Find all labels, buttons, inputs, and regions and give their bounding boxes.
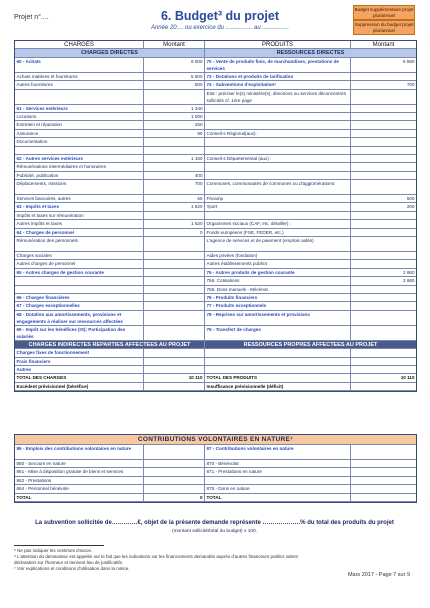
charge-label: Frais financiers: [15, 358, 144, 365]
produit-label: [205, 163, 351, 170]
charge-label: Autres fournitures: [15, 81, 144, 88]
amount-cell[interactable]: [351, 358, 416, 365]
charge-label: Charges fixes de fonctionnement: [15, 349, 144, 356]
produit-label: Organismes sociaux (CAF, etc. détailler) :: [205, 220, 351, 227]
charge-label: [15, 147, 144, 154]
charge-label: Autres impôts et taxes: [15, 220, 144, 227]
total-rows: [15, 374, 416, 391]
amount-cell[interactable]: 5 500: [144, 73, 205, 80]
amount-cell[interactable]: [351, 494, 416, 501]
charge-label: 67 - Charges exceptionnelles: [15, 302, 144, 309]
produit-label: Communes, communautés de communes ou d'agglomérations:: [205, 180, 351, 194]
charge-label: 61 - Services extérieurs: [15, 105, 144, 112]
amount-cell[interactable]: [351, 237, 416, 251]
charge-label: 862 - Prestations: [15, 477, 144, 484]
amount-cell[interactable]: 400: [144, 172, 205, 179]
produit-label: [205, 366, 351, 373]
project-number: Projet n°....: [14, 14, 49, 21]
amount-cell[interactable]: [144, 252, 205, 259]
produit-label: Etat : préciser le(s) ministère(s), directions ou services déconcentrés sollicités cf. 1ère page: [205, 90, 351, 104]
amount-cell[interactable]: [144, 349, 205, 356]
table-row: [15, 477, 416, 485]
amount-cell[interactable]: [351, 138, 416, 145]
band-charges-indirectes: CHARGES INDIRECTES REPARTIES AFFECTEES AU PROJET: [15, 341, 205, 348]
table-row: [15, 237, 416, 252]
amount-cell[interactable]: [144, 302, 205, 309]
charge-label: Publicité, publication: [15, 172, 144, 179]
table-row: [15, 460, 416, 468]
charge-label: 64 - Charges de personnel: [15, 229, 144, 236]
table-row: [15, 286, 416, 294]
amount-cell[interactable]: [351, 163, 416, 170]
charge-label: [15, 286, 144, 293]
table-row: [15, 212, 416, 220]
amount-cell[interactable]: [144, 237, 205, 251]
amount-cell[interactable]: [351, 326, 416, 340]
amount-cell[interactable]: [144, 485, 205, 492]
amount-cell[interactable]: [144, 445, 205, 459]
produit-label: 73 - Dotations et produits de tarification: [205, 73, 351, 80]
amount-cell[interactable]: [144, 90, 205, 104]
produit-label: 70 - Vente de produits finis, de marchandises, prestations de services: [205, 58, 351, 72]
produit-label: 871 - Prestations en nature: [205, 468, 351, 475]
amount-cell[interactable]: [351, 147, 416, 154]
produit-label: Insuffisance prévisionnelle (déficit): [205, 383, 351, 390]
amount-cell[interactable]: [144, 163, 205, 170]
band-row-contributions: [15, 435, 416, 445]
amount-cell[interactable]: 6 550: [403, 58, 415, 64]
produit-label: [205, 121, 351, 128]
produit-label: Fonds européens (FSE, FEDER, etc.): [205, 229, 351, 236]
charge-label: 68 - Dotation aux amortissements, provisions et engagements à réaliser sur ressources affectées: [15, 311, 144, 325]
amount-cell[interactable]: 1 000: [144, 113, 205, 120]
amount-cell[interactable]: 200: [406, 204, 415, 210]
amount-cell[interactable]: [351, 468, 416, 475]
produit-label: 74 - Subventions d'exploitation⁵: [205, 81, 351, 88]
charge-label: Documentation: [15, 138, 144, 145]
amount-cell[interactable]: [144, 326, 205, 340]
amount-cell[interactable]: [351, 73, 416, 80]
amount-cell[interactable]: [144, 269, 205, 276]
amount-cell[interactable]: [351, 366, 416, 373]
produit-label: L'agence de services et de paiement (emplois aidés): [205, 237, 351, 251]
produit-label: TOTAL: [205, 494, 351, 501]
amount-cell[interactable]: 1 620: [144, 203, 205, 210]
produit-label: TOTAL DES PRODUITS: [205, 374, 351, 381]
table-row: [15, 349, 416, 357]
table-row: [15, 81, 416, 89]
amount-cell[interactable]: 90: [144, 130, 205, 137]
amount-cell[interactable]: 2 860: [403, 278, 415, 284]
table-row: [15, 138, 416, 146]
table-row: [15, 180, 416, 195]
charge-label: 60 - Achats: [15, 58, 144, 72]
amount-cell[interactable]: [351, 383, 416, 390]
produit-label: [205, 138, 351, 145]
table-row: [15, 358, 416, 366]
charge-label: Rémunération des personnels: [15, 237, 144, 251]
band-ressources-propres: RESSOURCES PROPRES AFFECTEES AU PROJET: [205, 341, 416, 348]
amount-cell[interactable]: 700: [144, 180, 205, 194]
amount-cell[interactable]: [351, 220, 416, 227]
amount-cell[interactable]: [144, 477, 205, 484]
col-header-montant-produits: Montant: [351, 41, 416, 48]
amount-cell[interactable]: [351, 252, 416, 259]
charge-label: 69 - Impôt sur les bénéfices (IS); Participation des salariés: [15, 326, 144, 340]
footnote: ⁶ L'attention du demandeur est appelée sur le fait que les indications sur les financements demandés auprès d'autres financeurs publics valent déclaration sur l'honneur et tiennent lieu de justificatifs.: [14, 554, 298, 565]
table-row: [15, 113, 416, 121]
charge-label: Autres charges de personnel: [15, 260, 144, 267]
amount-cell[interactable]: 500: [406, 196, 415, 202]
table-row: [15, 163, 416, 171]
amount-cell[interactable]: 250: [144, 121, 205, 128]
table-row: [15, 147, 416, 155]
amount-cell[interactable]: [144, 277, 205, 284]
amount-cell[interactable]: [351, 477, 416, 484]
table-row: [15, 252, 416, 260]
col-header-montant: Montant: [144, 41, 205, 48]
tag-budget-supplementaire[interactable]: Budget supplémentaire projet pluriannuel: [353, 5, 415, 20]
table-row: [15, 269, 416, 277]
produit-label: 870 - Bénévolat: [205, 460, 351, 467]
table-row: [15, 485, 416, 493]
amount-cell[interactable]: [351, 286, 416, 293]
charge-label: Charges sociales: [15, 252, 144, 259]
amount-cell[interactable]: 10 110: [144, 374, 205, 381]
produit-label: [205, 147, 351, 154]
produit-label: [205, 477, 351, 484]
amount-cell[interactable]: 50: [144, 195, 205, 202]
charge-label: 864 - Personnel bénévole: [15, 485, 144, 492]
amount-cell[interactable]: 6 000: [144, 58, 205, 72]
page-subtitle: Année 20.... ou exercice du ................ au ................: [150, 25, 290, 31]
amount-cell[interactable]: [144, 286, 205, 293]
amount-cell[interactable]: 1 620: [144, 220, 205, 227]
charge-label: 65 - Autres charges de gestion courante: [15, 269, 144, 276]
charge-label: [15, 277, 144, 284]
table-header-row: [15, 41, 416, 49]
charge-label: Achats matières et fournitures: [15, 73, 144, 80]
table-row: [15, 90, 416, 105]
produit-label: [205, 113, 351, 120]
amount-cell[interactable]: [144, 147, 205, 154]
table-row: [15, 105, 416, 113]
amount-cell[interactable]: 1 150: [144, 155, 205, 162]
produit-label: 75 - Autres produits de gestion courante: [205, 269, 351, 276]
amount-cell[interactable]: [144, 138, 205, 145]
amount-cell[interactable]: 700: [406, 82, 415, 88]
amount-cell[interactable]: [144, 260, 205, 267]
charge-label: TOTAL: [15, 494, 144, 501]
col-header-produits: PRODUITS: [205, 41, 351, 48]
amount-cell[interactable]: [351, 105, 416, 112]
main-rows: [15, 58, 416, 341]
amount-cell[interactable]: [351, 302, 416, 309]
amount-cell[interactable]: [351, 113, 416, 120]
table-row: [15, 195, 416, 203]
charge-label: Excédent prévisionnel (bénéfice): [15, 383, 144, 390]
produit-label: Conseil-s Départemental (aux) :: [205, 155, 351, 162]
charge-label: Services bancaires, autres: [15, 195, 144, 202]
produit-label: 756. Cotisations: [205, 277, 351, 284]
produit-label: 87 - Contributions volontaires en nature: [205, 445, 351, 459]
produit-label: Autres établissements publics: [205, 260, 351, 267]
produit-label: 875 - Dons en nature: [205, 485, 351, 492]
amount-cell[interactable]: [351, 212, 416, 219]
table-row: [15, 121, 416, 129]
produit-label: [205, 172, 351, 179]
produit-label: 78 - Reprises sur amortissements et provisions: [205, 311, 351, 325]
indirect-rows: [15, 349, 416, 374]
charge-label: Déplacements, missions: [15, 180, 144, 194]
produit-label: 79 - Transfert de charges: [205, 326, 351, 340]
amount-cell[interactable]: [351, 121, 416, 128]
band-row-directes: [15, 49, 416, 57]
page-title: 6. Budget³ du projet: [160, 9, 280, 23]
amount-cell[interactable]: [351, 90, 416, 104]
table-row: [15, 494, 416, 502]
charge-label: Locations: [15, 113, 144, 120]
page-header: [0, 0, 430, 36]
charge-label: 861 - Mise à disposition gratuite de biens et services: [15, 468, 144, 475]
produit-label: Conseil-s Régional(aux) :: [205, 130, 351, 137]
produit-label: [205, 349, 351, 356]
table-row: [15, 294, 416, 302]
amount-cell[interactable]: [351, 349, 416, 356]
amount-cell[interactable]: [351, 460, 416, 467]
charge-label: Rémunérations intermédiaires et honoraires: [15, 163, 144, 170]
amount-cell[interactable]: [144, 212, 205, 219]
charge-label: Entretien et réparation: [15, 121, 144, 128]
charge-label: 66 - Charges financières: [15, 294, 144, 301]
table-row: [15, 277, 416, 285]
amount-cell[interactable]: [351, 311, 416, 325]
amount-cell[interactable]: [144, 383, 205, 390]
col-header-charges: CHARGES: [15, 41, 144, 48]
produit-label: Aides privées (fondation): [205, 252, 351, 259]
amount-cell[interactable]: 500: [144, 81, 205, 88]
amount-cell[interactable]: 0: [144, 494, 205, 501]
produit-label: [205, 358, 351, 365]
table-row: [15, 302, 416, 310]
budget-table: [14, 40, 417, 392]
amount-cell[interactable]: [351, 180, 416, 194]
table-row: [15, 326, 416, 341]
charge-label: 860 - Secours en nature: [15, 460, 144, 467]
charge-label: Assurance: [15, 130, 144, 137]
amount-cell[interactable]: [351, 485, 416, 492]
contrib-rows: [15, 445, 416, 502]
charge-label: 63 - Impôts et taxes: [15, 203, 144, 210]
produit-label: 76 - Produits financiers: [205, 294, 351, 301]
table-row: [15, 383, 416, 391]
table-row: [15, 366, 416, 374]
produit-label: 77 - Produits exceptionnels: [205, 302, 351, 309]
table-row: [15, 445, 416, 460]
charge-label: 62 - Autres services extérieurs: [15, 155, 144, 162]
amount-cell[interactable]: 10 110: [400, 375, 415, 381]
charge-label: TOTAL DES CHARGES: [15, 374, 144, 381]
band-charges-directes: CHARGES DIRECTES: [15, 49, 205, 56]
amount-cell[interactable]: [351, 445, 416, 459]
produit-label: 758. Dons manuels - Mécénat: [205, 286, 351, 293]
table-row: [15, 73, 416, 81]
amount-cell[interactable]: [351, 130, 416, 137]
band-row-indirectes: [15, 341, 416, 349]
table-row: [15, 172, 416, 180]
page-footer: Mars 2017 - Page 7 sur 9: [347, 572, 410, 578]
amount-cell[interactable]: 0: [144, 229, 205, 236]
tag-suppression-budget[interactable]: Suppression du budget projet pluriannuel: [353, 20, 415, 35]
amount-cell[interactable]: [351, 229, 416, 236]
footnote-divider: [14, 545, 104, 546]
charge-label: [15, 90, 144, 104]
amount-cell[interactable]: [351, 294, 416, 301]
footnote: ⁷ Voir explications et conditions d'utilisation dans la notice.: [14, 566, 130, 571]
amount-cell[interactable]: [144, 468, 205, 475]
contributions-table: [14, 434, 417, 503]
amount-cell[interactable]: [144, 358, 205, 365]
table-row: [15, 311, 416, 326]
produit-label: Yport: [205, 203, 351, 210]
amount-cell[interactable]: 1 340: [144, 105, 205, 112]
amount-cell[interactable]: [351, 172, 416, 179]
amount-cell[interactable]: [144, 311, 205, 325]
table-row: [15, 220, 416, 228]
amount-cell[interactable]: [351, 260, 416, 267]
charge-label: 86 - Emplois des contributions volontaires en nature: [15, 445, 144, 459]
amount-cell[interactable]: [144, 366, 205, 373]
table-row: [15, 155, 416, 163]
amount-cell[interactable]: [351, 155, 416, 162]
charge-label: Autres: [15, 366, 144, 373]
subvention-statement: La subvention sollicitée de………….€, objet de la présente demande représente ……………….% du total des produits du projet: [35, 520, 394, 526]
charge-label: Impôts et taxes sur rémunération: [15, 212, 144, 219]
table-row: [15, 374, 416, 382]
table-row: [15, 58, 416, 73]
table-row: [15, 260, 416, 268]
amount-cell[interactable]: [144, 460, 205, 467]
amount-cell[interactable]: 2 860: [403, 269, 415, 275]
band-ressources-directes: RESSOURCES DIRECTES: [205, 49, 416, 56]
footnote: ⁵ Ne pas indiquer les centimes d'euros.: [14, 548, 93, 553]
footnotes: [14, 548, 314, 572]
amount-cell[interactable]: [144, 294, 205, 301]
band-contributions: CONTRIBUTIONS VOLONTAIRES EN NATURE⁷: [15, 435, 416, 444]
subvention-note: (montant sollicité/total du budget) x 100.: [171, 529, 258, 534]
table-row: [15, 130, 416, 138]
produit-label: [205, 212, 351, 219]
produit-label: Fécamp: [205, 195, 351, 202]
table-row: [15, 203, 416, 211]
produit-label: [205, 105, 351, 112]
table-row: [15, 468, 416, 476]
table-row: [15, 229, 416, 237]
